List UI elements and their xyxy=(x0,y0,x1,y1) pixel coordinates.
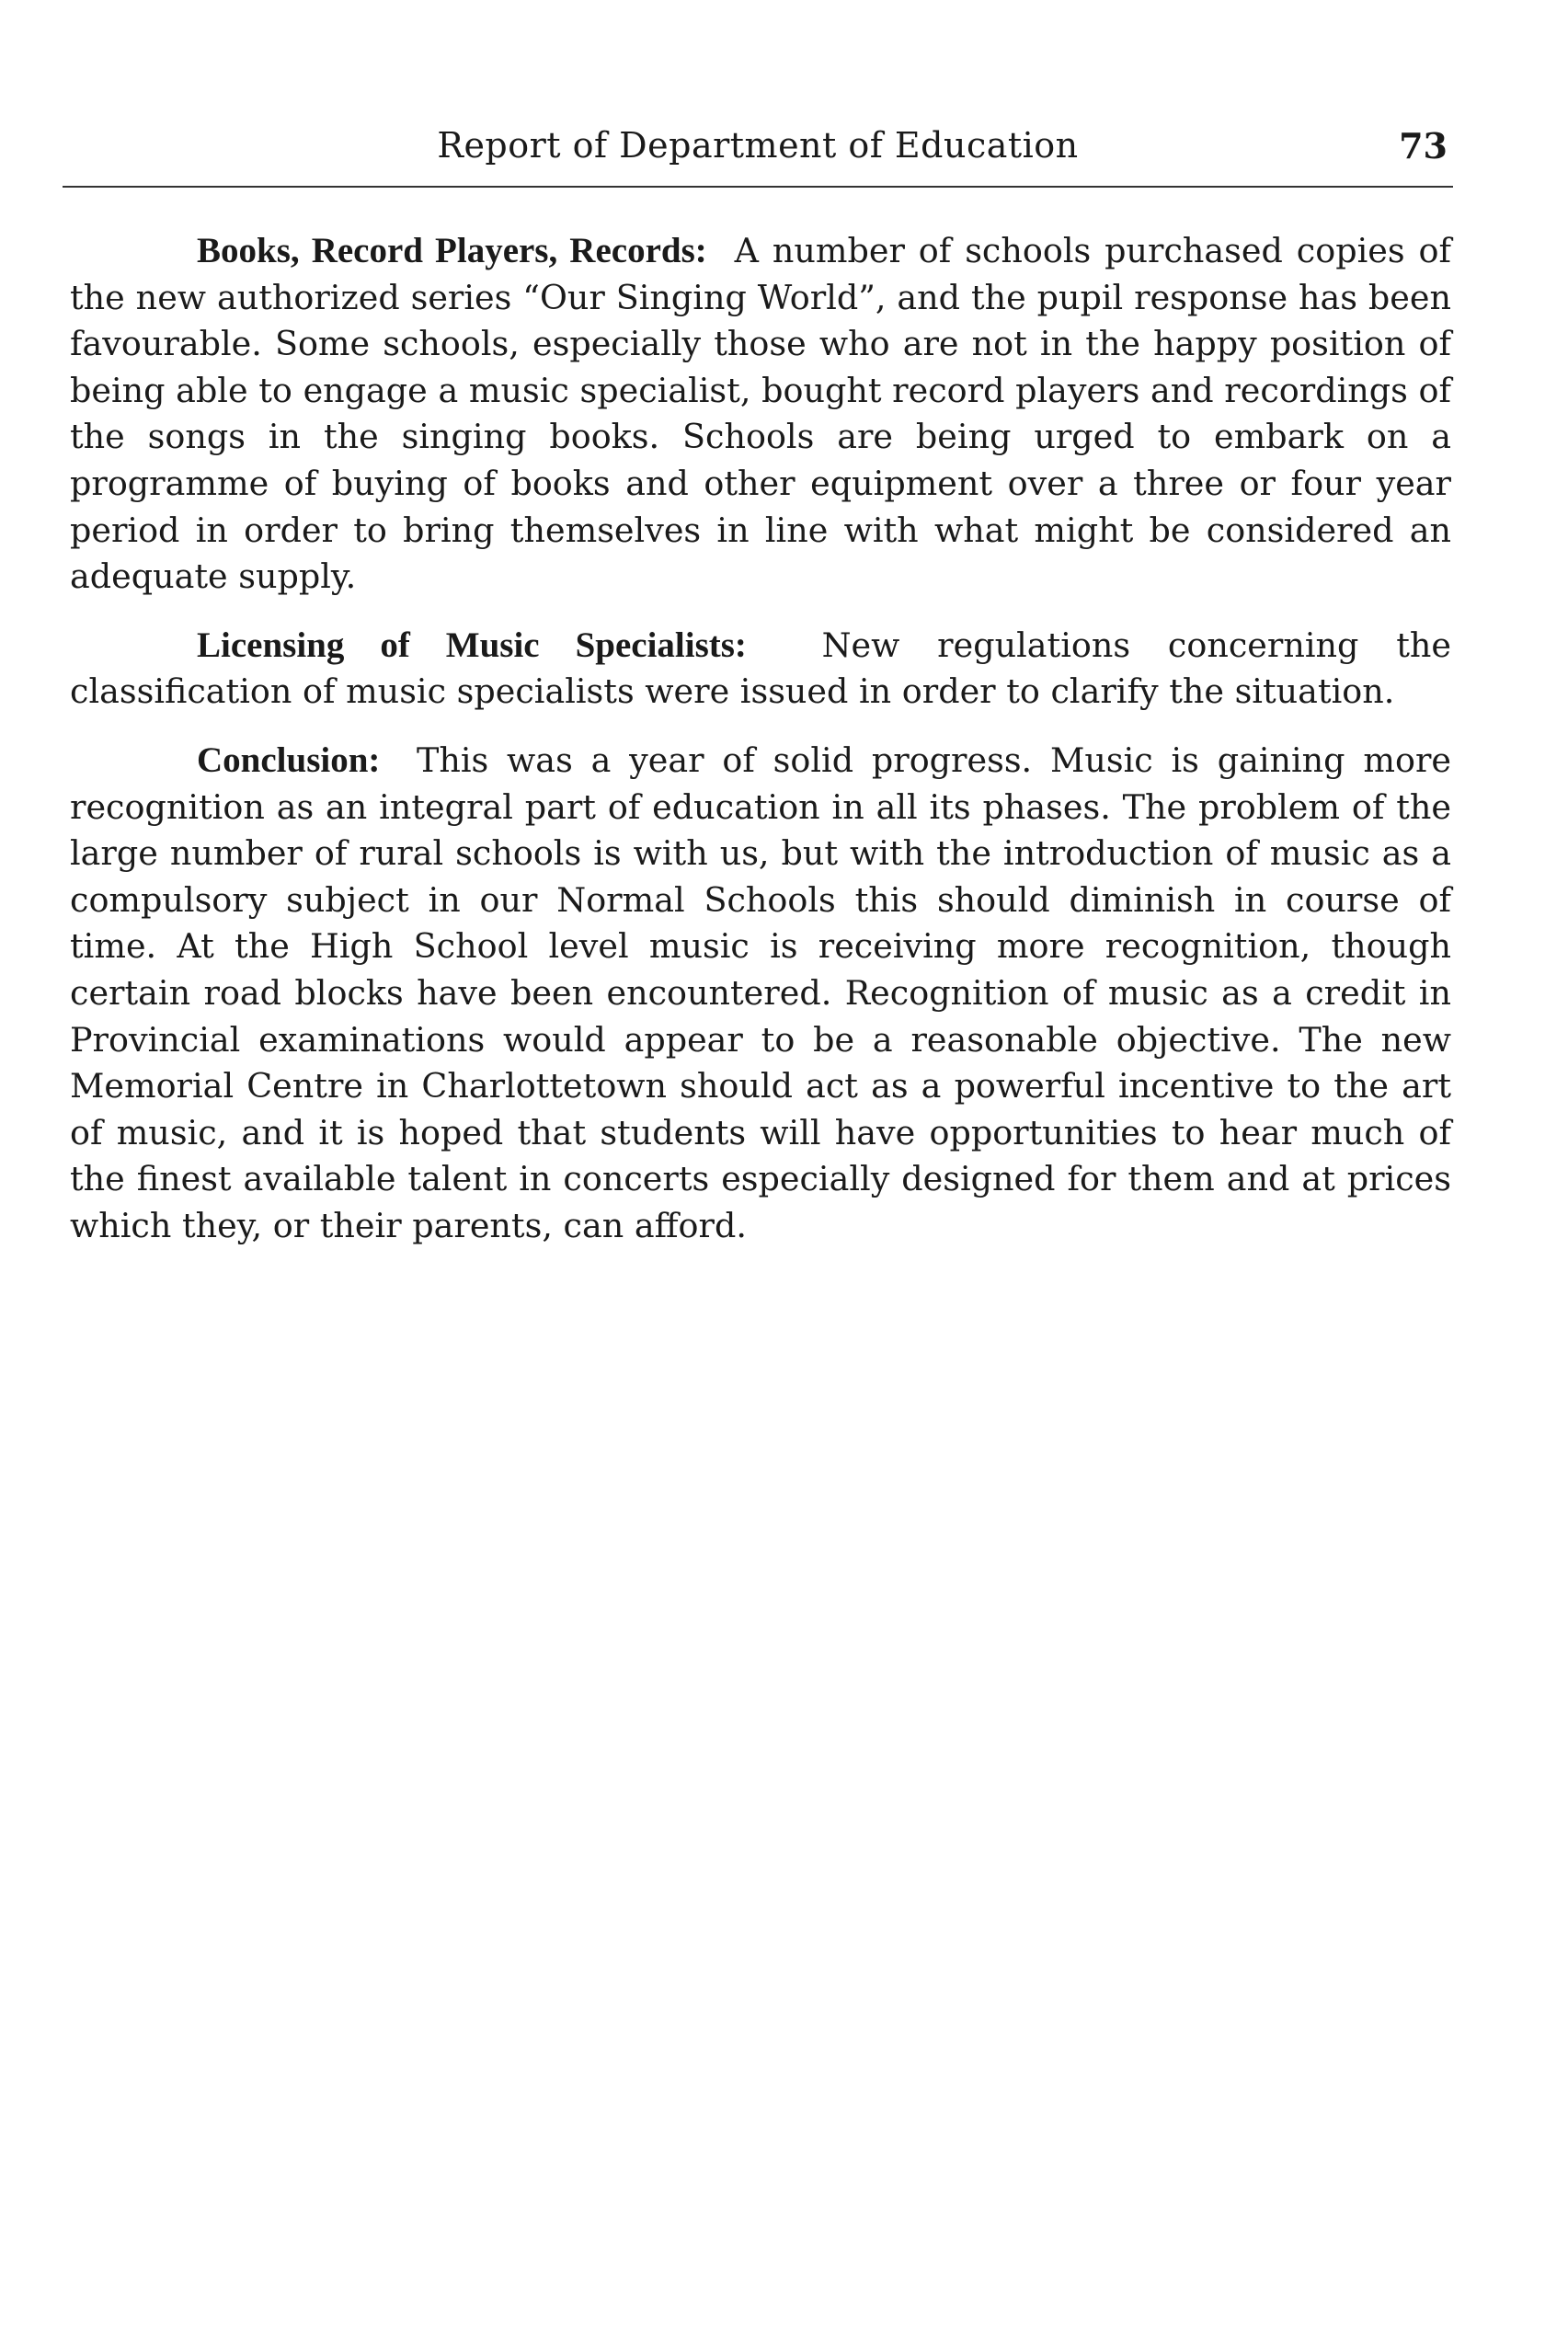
running-title: Report of Department of Education xyxy=(437,125,1079,166)
paragraph-heading: Books, Record Players, Records: xyxy=(197,231,707,270)
paragraph-licensing xyxy=(70,623,1451,716)
paragraph-text: This was a year of solid progress. Music is gaining more recognition as an integral part of education in all its phases. The problem of the large number of rural schools is with us, but with the introduction of music as a compulsory subject in our Normal Schools this should diminish in course of time. At the High School level music is receiving more recognition, though certain road blocks have been encountered. Recognition of music as a credit in Provincial examinations would appear to be a reasonable objective. The new Memorial Centre in Charlottetown should act as a powerful incentive to the art of music, and it is hoped that students will have opportunities to hear much of the finest available talent in concerts especially designed for them and at prices which they, or their parents, can afford. xyxy=(70,739,1451,1245)
body-text xyxy=(70,228,1451,1271)
paragraph-heading: Conclusion: xyxy=(197,739,381,780)
paragraph-text: New regulations concerning the classification of music specialists were issued in order to clarify the situation. xyxy=(70,625,1451,712)
paragraph-text: A number of schools purchased copies of the new authorized series “Our Singing World”, and the pupil response has been favourable. Some schools, especially those who are not in the happy position of being able to engage a music specialist, bought record players and recordings of the songs in the singing books. Schools are being urged to embark on a programme of buying of books and other equipment over a three or four year period in order to bring themselves in line with what might be considered an adequate supply. xyxy=(70,231,1451,597)
page-number: 73 xyxy=(1399,125,1448,166)
paragraph-books-record-players xyxy=(70,228,1451,601)
paragraph-heading: Licensing of Music Specialists: xyxy=(197,625,747,665)
paragraph-conclusion xyxy=(70,738,1451,1250)
page-header xyxy=(63,121,1453,188)
